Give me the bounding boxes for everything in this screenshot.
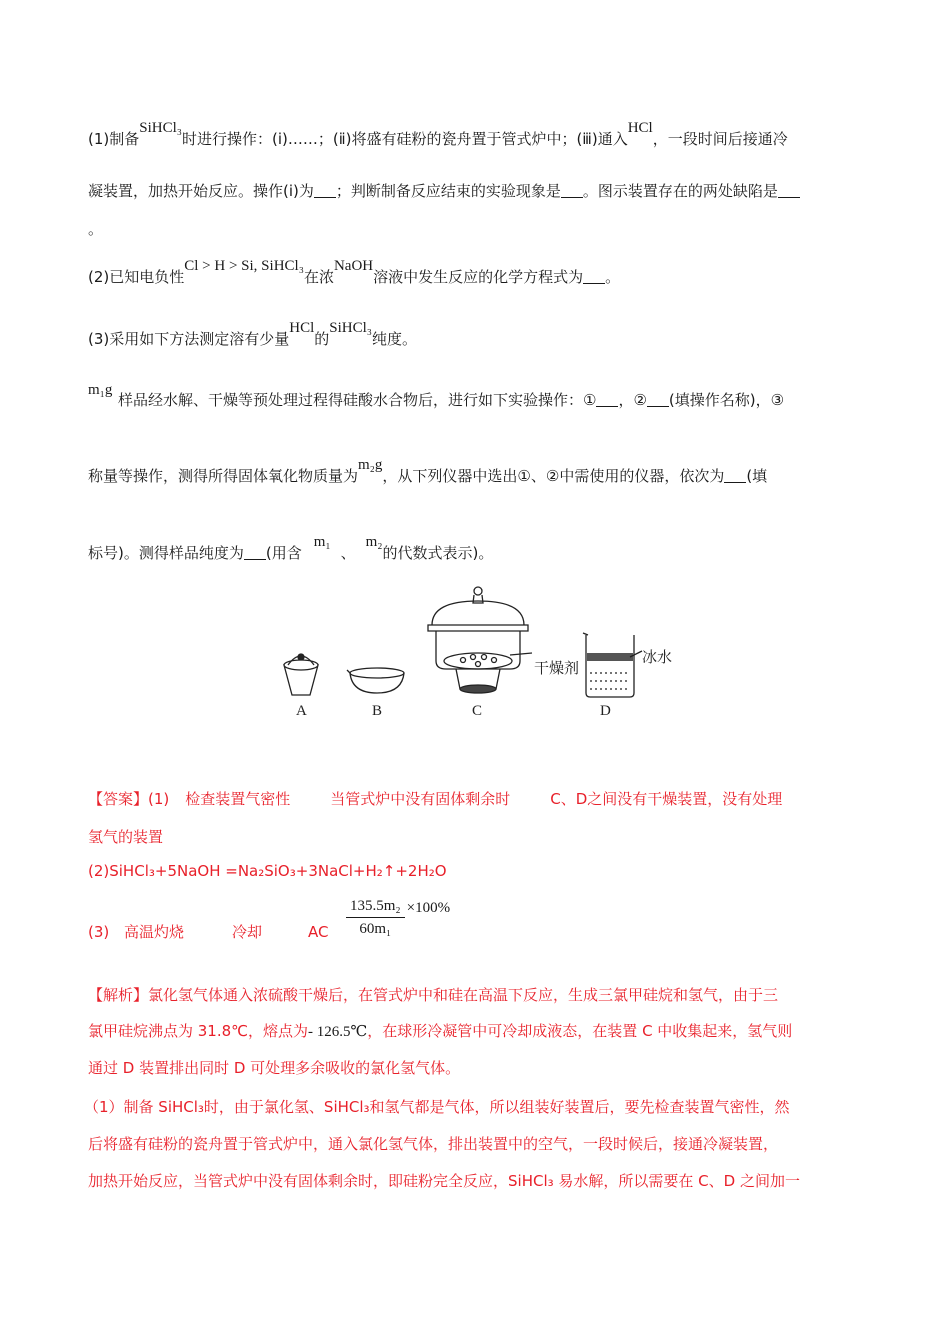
q3-line4: 标号)。测得样品纯度为 (用含m₁、m₂的代数式表示)。 bbox=[88, 534, 494, 562]
formula-hcl: HCl bbox=[289, 320, 315, 336]
label-a: A bbox=[296, 703, 307, 719]
crucible-icon bbox=[284, 654, 318, 695]
q3-line3: 称量等操作，测得所得固体氧化物质量为m₂g，从下列仪器中选出①、②中需使用的仪器，依次为 (填 bbox=[88, 457, 768, 485]
desiccant-label: 干燥剂 bbox=[534, 661, 580, 677]
beaker-icon bbox=[583, 633, 642, 697]
q1-line1: (1)制备SiHCl₃时进行操作：(ⅰ)……；(ⅱ)将盛有硅粉的瓷舟置于管式炉中；(ⅲ)通入HCl，一段时间后接通冷 bbox=[88, 120, 788, 148]
evaporating-dish-icon bbox=[347, 668, 404, 693]
answer-blank bbox=[596, 392, 618, 407]
mass-m2g: m₂g bbox=[358, 457, 383, 473]
answer-blank bbox=[778, 183, 800, 198]
formula-naoh: NaOH bbox=[333, 258, 374, 274]
label-c: C bbox=[472, 703, 483, 719]
desiccator-icon bbox=[428, 587, 532, 693]
answer-blank bbox=[647, 392, 669, 407]
answer-blank bbox=[244, 545, 266, 560]
formula-sihcl3: SiHCl₃ bbox=[329, 320, 373, 336]
q3-m1g: m₁g bbox=[88, 382, 113, 398]
label-b: B bbox=[372, 703, 383, 719]
apparatus-figure bbox=[270, 585, 690, 725]
purity-fraction: $\frac{\text{135.5m₂}}{\text{60m₁}}$ ×100% bbox=[346, 895, 450, 940]
q3-line1: (3)采用如下方法测定溶有少量HCl的SiHCl₃纯度。 bbox=[88, 320, 418, 348]
analysis-line4: （1）制备 SiHCl₃时，由于氯化氢、SiHCl₃和氢气都是气体，所以组装好装置后，要先检查装置气密性，然 bbox=[84, 1098, 790, 1116]
label-d: D bbox=[600, 703, 611, 719]
formula-hcl: HCl bbox=[627, 120, 653, 136]
analysis-line6: 加热开始反应，当管式炉中没有固体剩余时，即硅粉完全反应，SiHCl₃ 易水解，所以需要在 C、D 之间加一 bbox=[88, 1172, 800, 1190]
analysis-line1: 【解析】氯化氢气体通入浓硫酸干燥后，在管式炉中和硅在高温下反应，生成三氯甲硅烷和氢气，由于三 bbox=[88, 986, 779, 1004]
answer-line2: 氢气的装置 bbox=[88, 828, 164, 846]
answer-blank bbox=[561, 183, 583, 198]
answer-blank bbox=[724, 468, 746, 483]
formula-electronegativity: Cl > H > Si, SiHCl₃ bbox=[184, 258, 304, 274]
answer-blank bbox=[583, 269, 605, 284]
analysis-line3: 通过 D 装置排出同时 D 可处理多余吸收的氯化氢气体。 bbox=[88, 1059, 461, 1077]
q2-line: (2)已知电负性Cl > H > Si, SiHCl₃在浓NaOH溶液中发生反应的化学方程式为 。 bbox=[88, 258, 621, 286]
answer-blank bbox=[314, 183, 336, 198]
analysis-line2: 氯甲硅烷沸点为 31.8℃，熔点为- 126.5℃，在球形冷凝管中可冷却成液态，在装置 C 中收集起来，氢气则 bbox=[88, 1022, 793, 1040]
analysis-line5: 后将盛有硅粉的瓷舟置于管式炉中，通入氯化氢气体，排出装置中的空气，一段时候后，接通冷凝装置， bbox=[88, 1135, 779, 1153]
answer-equation: (2)SiHCl₃+5NaOH =Na₂SiO₃+3NaCl+H₂↑+2H₂O bbox=[88, 862, 447, 880]
formula-sihcl3: SiHCl₃ bbox=[139, 120, 182, 136]
q1-line3: 。 bbox=[88, 220, 104, 238]
symbol-m1: m₁ bbox=[313, 534, 331, 550]
q3-line2: 样品经水解、干燥等预处理过程得硅酸水合物后，进行如下实验操作：① ，② (填操作名称)，③ bbox=[118, 391, 785, 409]
icewater-label: 冰水 bbox=[642, 650, 673, 666]
answer-line1: 【答案】(1) 检查装置气密性 当管式炉中没有固体剩余时 C、D之间没有干燥装置，没有处理 bbox=[88, 790, 783, 808]
q1-line2: 凝装置，加热开始反应。操作(ⅰ)为 ；判断制备反应结束的实验现象是 。图示装置存在的两处缺陷是 bbox=[88, 180, 800, 202]
symbol-m2: m₂ bbox=[365, 534, 383, 550]
